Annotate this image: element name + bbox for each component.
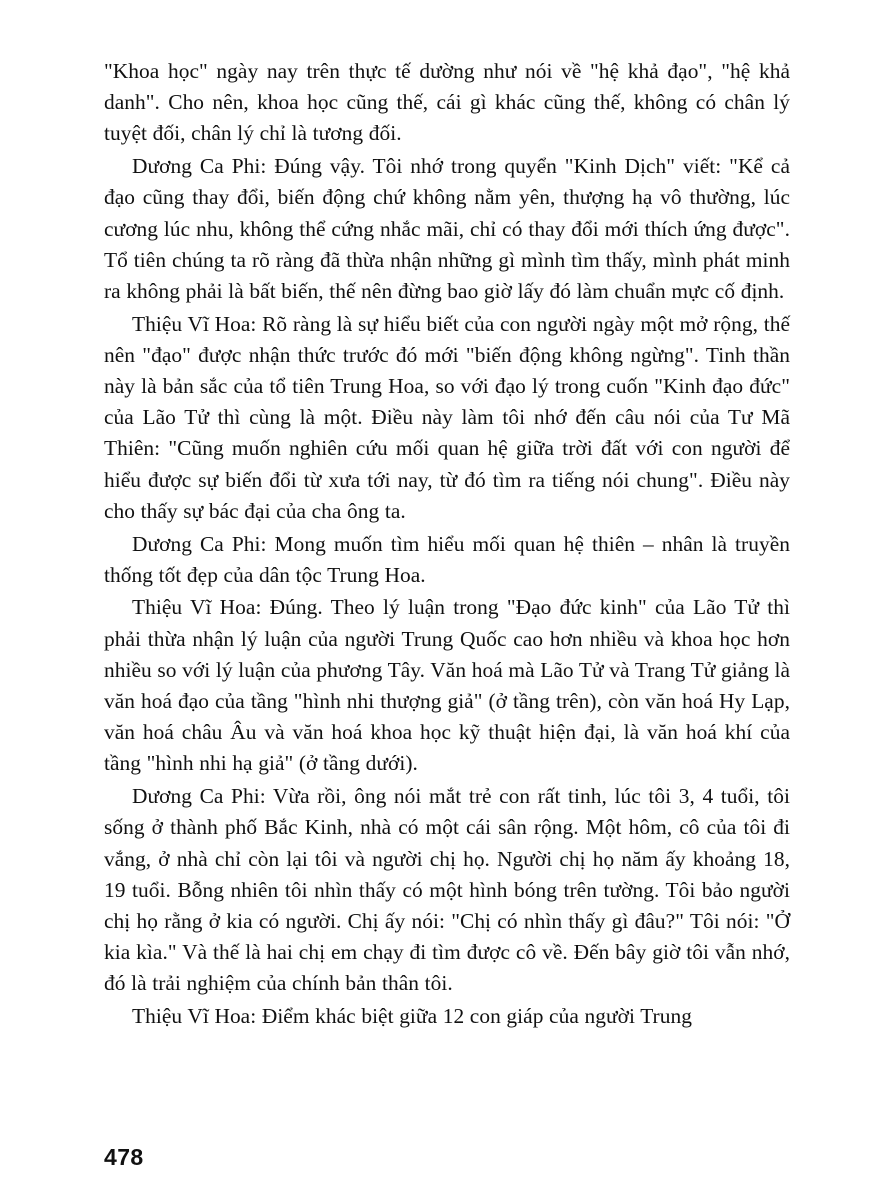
paragraph-1: "Khoa học" ngày nay trên thực tế dường như nói về "hệ khả đạo", "hệ khả danh". Cho nên, khoa học cũng thế, cái gì khác cũng thế, không có chân lý tuyệt đối, chân lý chỉ là tương đối.: [104, 59, 790, 146]
paragraph-4: Dương Ca Phi: Mong muốn tìm hiểu mối quan hệ thiên – nhân là truyền thống tốt đẹp của dân tộc Trung Hoa.: [104, 531, 790, 587]
paragraph-2: Dương Ca Phi: Đúng vậy. Tôi nhớ trong quyển "Kinh Dịch" viết: "Kể cả đạo cũng thay đổi, biến động chứ không nằm yên, thượng hạ vô thường, lúc cương lúc nhu, không thể cứng nhắc mãi, chỉ có thay đổi mới thích ứng được". Tổ tiên chúng ta rõ ràng đã thừa nhận những gì mình tìm thấy, mình phát minh ra không phải là bất biến, thế nên đừng bao giờ lấy đó làm chuẩn mực cố định.: [104, 154, 790, 303]
page-text-column: [104, 56, 790, 1032]
paragraph-6: Dương Ca Phi: Vừa rồi, ông nói mắt trẻ con rất tinh, lúc tôi 3, 4 tuổi, tôi sống ở thành phố Bắc Kinh, nhà có một cái sân rộng. Một hôm, cô của tôi đi vắng, ở nhà chỉ còn lại tôi và người chị họ. Người chị họ năm ấy khoảng 18, 19 tuổi. Bỗng nhiên tôi nhìn thấy có một hình bóng trên tường. Tôi bảo người chị họ rằng ở kia có người. Chị ấy nói: "Chị có nhìn thấy gì đâu?" Tôi nói: "Ở kia kìa." Và thế là hai chị em chạy đi tìm được cô về. Đến bây giờ tôi vẫn nhớ, đó là trải nghiệm của chính bản thân tôi.: [104, 784, 790, 996]
paragraph-3: Thiệu Vĩ Hoa: Rõ ràng là sự hiểu biết của con người ngày một mở rộng, thế nên "đạo" được nhận thức trước đó mới "biến động không ngừng". Tinh thần này là bản sắc của tổ tiên Trung Hoa, so với đạo lý trong cuốn "Kinh đạo đức" của Lão Tử thì cùng là một. Điều này làm tôi nhớ đến câu nói của Tư Mã Thiên: "Cũng muốn nghiên cứu mối quan hệ giữa trời đất với con người để hiểu được sự biến đổi từ xưa tới nay, từ đó tìm ra tiếng nói chung". Điều này cho thấy sự bác đại của cha ông ta.: [104, 311, 790, 523]
paragraph-5: Thiệu Vĩ Hoa: Đúng. Theo lý luận trong "Đạo đức kinh" của Lão Tử thì phải thừa nhận lý luận của người Trung Quốc cao hơn nhiều và khoa học hơn nhiều so với lý luận của phương Tây. Văn hoá mà Lão Tử và Trang Tử giảng là văn hoá đạo của tầng "hình nhi thượng giả" (ở tầng trên), còn văn hoá Hy Lạp, văn hoá châu Âu và văn hoá khoa học kỹ thuật hiện đại, là văn hoá khí của tầng "hình nhi hạ giả" (ở tầng dưới).: [104, 595, 790, 776]
page-number: 478: [104, 1144, 144, 1170]
paragraph-7: Thiệu Vĩ Hoa: Điểm khác biệt giữa 12 con giáp của người Trung: [132, 1004, 692, 1029]
